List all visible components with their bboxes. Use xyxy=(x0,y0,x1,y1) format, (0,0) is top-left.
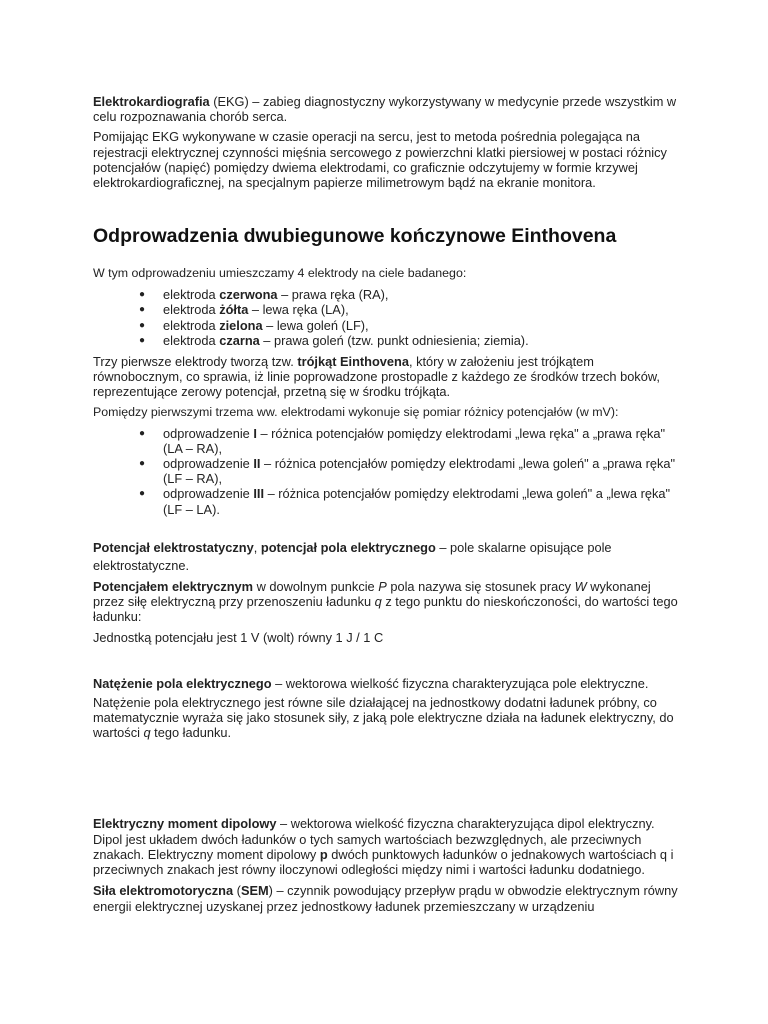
list-item: ● odprowadzenie I – różnica potencjałów pomiędzy elektrodami „lewa ręka" a „prawa ręka" (LA – RA), xyxy=(139,425,666,456)
list-item: ● elektroda czerwona – prawa ręka (RA), xyxy=(139,287,389,303)
ekg-definition-text: (EKG) – zabieg diagnostyczny wykorzystywany w medycynie przede wszystkim w celu rozpoznawania chorób serca. xyxy=(93,94,677,125)
list-item: ● odprowadzenie III – różnica potencjałów pomiędzy elektrodami „lewa goleń" a „lewa ręka" (LF – LA). xyxy=(139,486,671,517)
list-item: ● elektroda żółta – lewa ręka (LA), xyxy=(139,302,349,318)
bullet-icon: ● xyxy=(139,289,146,301)
ekg-method-paragraph: Pomijając EKG wykonywane w czasie operacji na sercu, jest to metoda pośrednia polegająca na rejestracji elektrycznej czynności mięśnia sercowego z powierzchni klatki piersiowej w postaci różnicy potencjałów (napięć) pomiędzy dwiema elektrodami, co graficznie odczytujemy w formie krzywej elektrokardiograficznej, na specjalnym papierze milimetrowym bądź na ekranie monitora. xyxy=(93,129,667,191)
list-item: ● odprowadzenie II – różnica potencjałów pomiędzy elektrodami „lewa goleń" a „prawa ręka" (LF – RA), xyxy=(139,456,676,487)
dipole-moment-paragraph: Elektryczny moment dipolowy – wektorowa wielkość fizyczna charakteryzująca dipol elektryczny. Dipol jest układem dwóch ładunków o tych samych wartościach bezwzględnych, ale przeciwnych znakach. Elektryczny moment dipolowy p dwóch punktowych ładunków o jednakowych wartościach q i przeciwnych znakach jest równy iloczynowi odległości między nimi i wartości ładunku dodatniego. xyxy=(93,816,674,878)
bullet-icon: ● xyxy=(139,488,146,500)
field-intensity-definition: Natężenie pola elektrycznego – wektorowa wielkość fizyczna charakteryzująca pole elektryczne. xyxy=(93,675,649,691)
list-item: ● elektroda czarna – prawa goleń (tzw. punkt odniesienia; ziemia). xyxy=(139,332,529,348)
bullet-icon: ● xyxy=(139,458,146,470)
bullet-icon: ● xyxy=(139,334,146,346)
bullet-icon: ● xyxy=(139,304,146,316)
section-heading: Odprowadzenia dwubiegunowe kończynowe Einthovena xyxy=(93,225,617,248)
field-intensity-explanation: Natężenie pola elektrycznego jest równe sile działającej na jednostkowy dodatni ładunek próbny, co matematycznie wyraża się jako stosunek siły, z jaką pole elektryczne działa na ładunek elektryczny, do wartości q tego ładunku. xyxy=(93,694,674,741)
bullet-icon: ● xyxy=(139,319,146,331)
list-item: ● elektroda zielona – lewa goleń (LF), xyxy=(139,317,369,333)
lead-list xyxy=(93,426,683,517)
triangle-term: trójkąt Einthovena xyxy=(297,354,409,370)
document-content xyxy=(93,94,683,914)
bullet-icon: ● xyxy=(139,427,146,439)
ekg-term: Elektrokardiografia xyxy=(93,94,210,109)
potential-unit: Jednostką potencjału jest 1 V (wolt) równy 1 J / 1 C xyxy=(93,630,384,646)
emf-paragraph: Siła elektromotoryczna (SEM) – czynnik powodujący przepływ prądu w obwodzie elektrycznym równy energii elektrycznej uzyskanej przez jednostkowy ładunek przemieszczany w urządzeniu xyxy=(93,883,678,914)
measurement-intro: Pomiędzy pierwszymi trzema ww. elektrodami wykonuje się pomiar różnicy potencjałów (w mV): xyxy=(93,404,619,419)
ekg-definition xyxy=(93,94,683,124)
electrode-list xyxy=(93,287,683,348)
einthoven-triangle-paragraph: Trzy pierwsze elektrody tworzą tzw. trójkąt Einthovena, który w założeniu jest trójkątem równobocznym, co sprawia, iż linie poprowadzone prostopadle z każdego ze środków trzech boków, reprezentujące zerowy potencjał, przetną się w środku trójkąta. xyxy=(93,354,660,400)
electrodes-intro: W tym odprowadzeniu umieszczamy 4 elektrody na ciele badanego: xyxy=(93,266,467,281)
potential-explanation: Potencjałem elektrycznym w dowolnym punkcie P pola nazywa się stosunek pracy W wykonanej przez siłę elektryczną przy przenoszeniu ładunku q z tego punktu do nieskończoności, do wartości tego ładunku: xyxy=(93,578,678,625)
potential-definition: Potencjał elektrostatyczny, potencjał pola elektrycznego – pole skalarne opisujące pole elektrostatyczne. xyxy=(93,539,612,573)
